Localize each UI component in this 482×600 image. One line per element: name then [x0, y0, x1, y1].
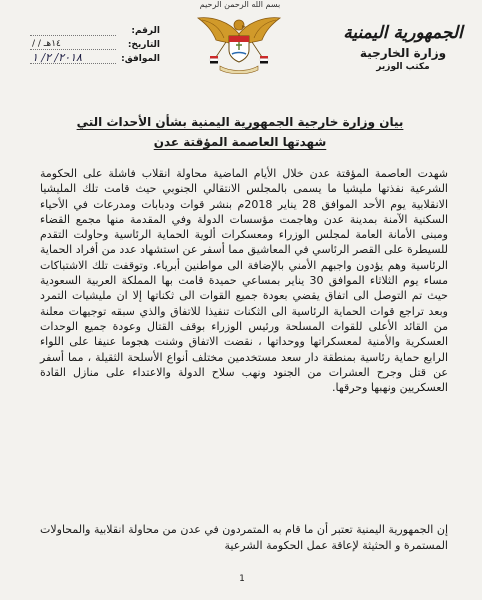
ministry-name: وزارة الخارجية: [359, 46, 447, 60]
statement-paragraph-1: شهدت العاصمة المؤقتة عدن خلال الأيام الماضية محاولة انقلاب فاشلة على الحكومة الشرعية نفذتها مليشيا ما يسمى بالمجلس الانتقالي الجنوبي حيث قامت تلك المليشيا الانقلابية يوم الأحد الموافق 28 يناير 2018م بنشر قوات ودبابات ومدرعات في الأحياء السكنية الآمنة بمدينة عدن وهاجمت مؤسسات الدولة وفي المقدمة منها مجمع القضاء ومبنى الأمانة العامة لمجلس الوزراء ومعسكرات ألوية الحماية الرئاسية وحاولت التقدم للسيطرة على القصر الرئاسي في المعاشيق مما أسفر عن استشهاد عدد من أفراد الحماية الرئاسية وهم يؤدون واجبهم الأمني بالإضافة الى مواطنين أبرياء. وتوقفت تلك الاشتباكات مساء يوم الثلاثاء الموافق 30 يناير بمساعي حميدة قامت بها المملكة العربية السعودية حيث تم التوصل الى اتفاق يقضي بعودة جميع القوات الى ثكناتها إلا ان مليشيات التمرد وبعد تراجع قوات الحماية الرئاسية الى الثكنات تنفيذا للاتفاق والذي سبقه توجيهات معلنة من القائد الأعلى للقوات المسلحة ورئيس الوزراء بوقف القتال وعودة جميع الوحدات العسكرية والأمنية لمعسكراتها ووحداتها ، نقضت الاتفاق وشنت هجوما عنيفا على اللواء الرابع حماية رئاسية بمنطقة دار سعد مستخدمين مختلف أنواع الأسلحة الثقيلة ، مما أسفر عن قتل وجرح العشرات من الجنود ونهب سلاح الدولة والاعتداء على منازل القادة العسكريين ونهبها وحرقها.: [40, 167, 449, 395]
statement-title: بيان وزارة خارجية الجمهورية اليمنية بشأن الأحداث التي شهدتها العاصمة المؤقتة عدن: [76, 115, 404, 149]
eagle-emblem-icon: [196, 12, 282, 76]
gregorian-date-line: [30, 51, 116, 64]
reference-block: [30, 24, 160, 66]
reference-number-line: [30, 26, 116, 36]
hijri-date-row: [30, 38, 160, 52]
republic-name: الجمهورية اليمنية: [343, 23, 463, 43]
statement-paragraph-2: إن الجمهورية اليمنية تعتبر أن ما قام به المتمردون في عدن من محاولة انقلابية والمحاولات المستمرة و الحثيثة لإعاقة عمل الحكومة الشرعية: [40, 523, 448, 552]
organization-header: [338, 22, 468, 73]
reference-number-row: [30, 24, 160, 38]
reference-number-label: الرقم:: [131, 26, 160, 36]
page-number: 1: [239, 574, 245, 584]
hijri-date-label: التاريخ:: [127, 40, 160, 50]
gregorian-date-label: الموافق:: [121, 54, 160, 64]
basmala: بسم الله الرحمن الرحيم: [199, 0, 281, 9]
gregorian-date-value: ٢٠١٨/ ٢/ ١: [32, 51, 82, 64]
office-name: مكتب الوزير: [376, 62, 430, 72]
hijri-date-line: [30, 40, 116, 50]
gregorian-date-row: [30, 52, 160, 66]
hijri-date-value: / / ١٤هـ: [32, 39, 61, 49]
